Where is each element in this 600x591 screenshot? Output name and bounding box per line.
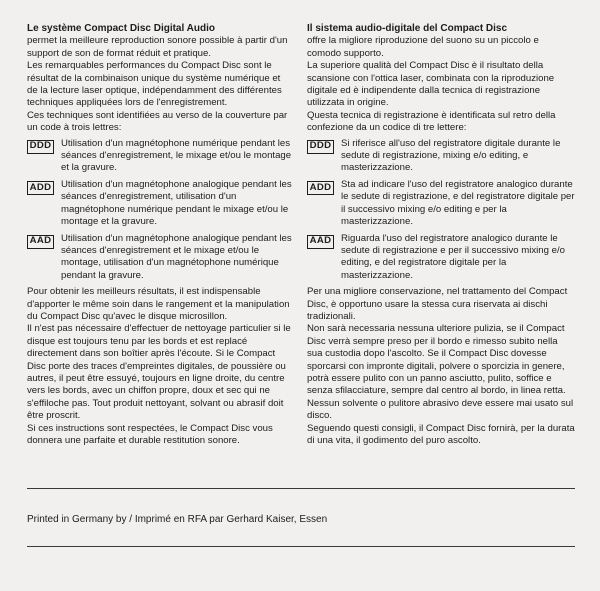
french-paragraph: Pour obtenir les meilleurs résultats, il est indispensable d'apporter le même soin dans le rangement et la manipulation du Compact Disc qu'avec le disque microsillon. [27,286,290,322]
french-paragraph: Les remarquables performances du Compact Disc sont le résultat de la combinaison unique du système numérique et de la lecture laser optique, indépendamment des différentes techniques appliquées lors de l'enregistrement. [27,60,282,109]
italian-code-ddd [307,138,575,175]
french-code-add [27,179,292,229]
italian-paragraph: Non sarà necessaria nessuna ulteriore pulizia, se il Compact Disc verrà sempre preso per il bordo e rimesso subito nella sua custodia dopo l'ascolto. Se il Compact Disc dovesse sporcarsi con impronte digitali, polvere o sporcizia in genere, potrà essere pulito con un panno asciutto, pulito, soffice e senza sfilacciature, sempre dal centro al bordo, in linea retta. Nessun solvente o pulitore abrasivo deve essere mai usato sul disco. [307,323,574,422]
french-title: Le système Compact Disc Digital Audio [27,23,216,34]
code-badge: AAD [307,235,334,249]
french-code-ddd [27,138,292,175]
code-badge: ADD [27,181,54,195]
italian-code-aad [307,233,575,283]
french-code-aad [27,233,292,283]
code-description: Utilisation d'un magnétophone numérique pendant les séances d'enregistrement, le mixage et/ou le montage et la gravure. [61,137,292,174]
code-badge: AAD [27,235,54,249]
italian-column [307,23,575,447]
italian-paragraph: Per una migliore conservazione, nel trattamento del Compact Disc, è opportuno usare la stessa cura riservata ai dischi tradizionali. [307,286,568,322]
italian-paragraph: offre la migliore riproduzione del suono su un piccolo e comodo supporto. [307,35,539,59]
french-paragraph: Ces techniques sont identifiées au verso de la couverture par un code à trois lettres: [27,109,288,134]
code-description: Utilisation d'un magnétophone analogique pendant les séances d'enregistrement et le mixage et/ou le montage, utilisation d'un magnétophone numérique pendant la gravure. [61,232,292,281]
code-badge: DDD [307,140,334,154]
italian-paragraph: La superiore qualità del Compact Disc è il risultato della scansione con l'ottica laser, combinata con la riproduzione digitale ed è indipendente dalla tecnica di registrazione utilizzata in origine. [307,60,555,109]
italian-paragraph: Seguendo questi consigli, il Compact Disc fornirà, per la durata di una vita, il godimento del puro ascolto. [307,422,575,446]
french-paragraph: Il n'est pas nécessaire d'effectuer de nettoyage particulier si le disque est toujours tenu par les bords et est replacé directement dans son boîtier après l'écoute. Si le Compact Disc porte des traces d'empreintes digitales, de poussière ou autres, il peut être essuyé, toujours en ligne droite, du centre vers les bords, avec un chiffon propre, doux et sec qui ne s'effiloche pas. Tout produit nettoyant, solvant ou abrasif doit être proscrit. [27,323,291,422]
italian-code-add [307,179,575,229]
code-description: Si riferisce all'uso del registratore digitale durante le sedute di registrazione, mixing e/o editing, e masterizzazione. [341,137,561,174]
code-description: Riguarda l'uso del registratore analogico durante le sedute di registrazione e per il successivo mixing e/o editing, e del registratore digitale per la masterizzazione. [341,232,565,281]
code-badge: ADD [307,181,334,195]
printer-credit: Printed in Germany by / Imprimé en RFA par Gerhard Kaiser, Essen [27,514,328,525]
lower-divider [27,546,575,547]
upper-divider [27,488,575,489]
code-description: Sta ad indicare l'uso del registratore analogico durante le sedute di registrazione, e del registratore digitale per il successivo mixing e/o editing e per la masterizzazione. [341,178,575,228]
code-description: Utilisation d'un magnétophone analogique pendant les séances d'enregistrement, utilisation d'un magnétophone numérique pendant le mixage et/ou le montage et la gravure. [61,178,292,228]
french-paragraph: permet la meilleure reproduction sonore possible à partir d'un support de son de format réduit et pratique. [27,35,288,59]
code-badge: DDD [27,140,54,154]
italian-title: Il sistema audio-digitale del Compact Disc [307,23,508,34]
french-column [27,23,292,447]
italian-paragraph: Questa tecnica di registrazione è identificata sul retro della confezione da un codice di tre lettere: [307,109,556,134]
french-paragraph: Si ces instructions sont respectées, le Compact Disc vous donnera une parfaite et durable restitution sonore. [27,422,273,446]
